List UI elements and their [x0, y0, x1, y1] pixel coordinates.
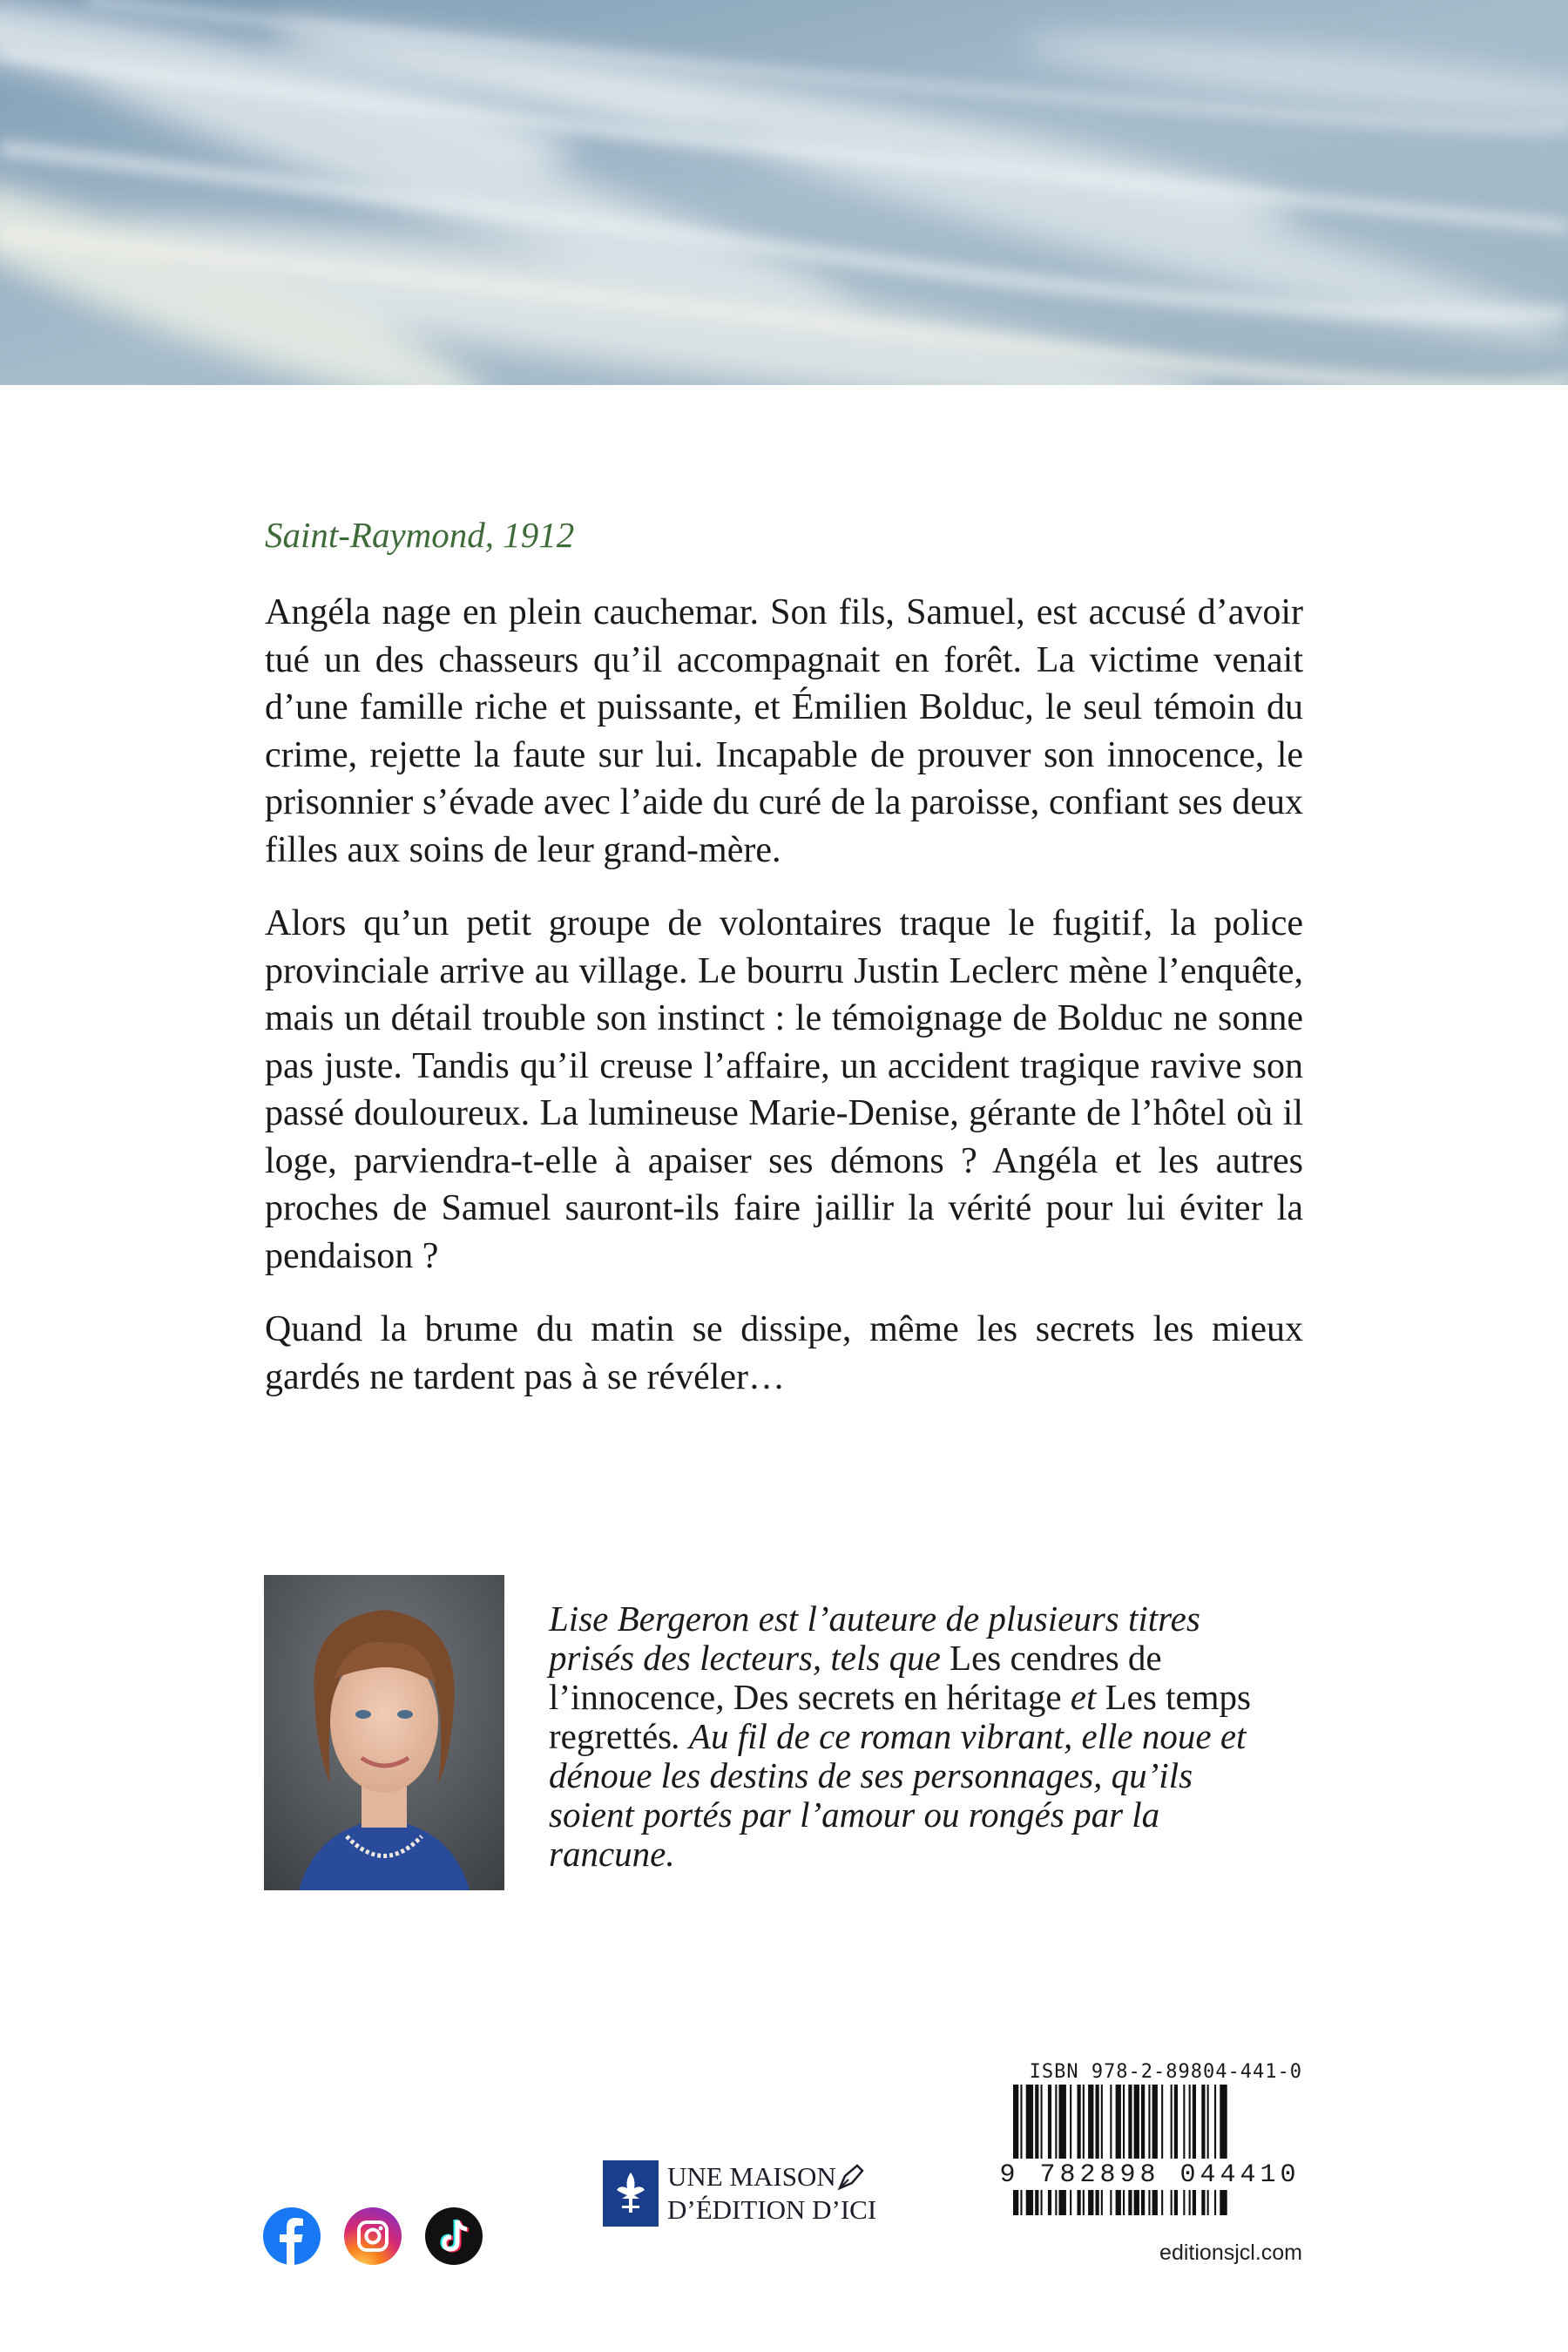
barcode-bar [1026, 2085, 1033, 2215]
bio-text: . Au fil de ce roman vibrant, elle noue et dénoue les destins de ses personnages, qu’ils soient portés par l’amour ou rongés par la rancune. [549, 1716, 1247, 1874]
synopsis [265, 589, 1303, 1427]
barcode-bar [1070, 2085, 1071, 2215]
publisher-website[interactable]: editionsjcl.com [1159, 2240, 1302, 2265]
barcode-bar [1041, 2085, 1043, 2215]
barcode-bar [1148, 2085, 1150, 2215]
barcode-bar [1123, 2085, 1125, 2215]
barcode-bar [1171, 2085, 1173, 2215]
bio-text: , [715, 1677, 733, 1717]
bio-text: et [1061, 1677, 1105, 1717]
book-title: Des secrets en héritage [733, 1677, 1062, 1717]
book-title: Les temps regrettés [549, 1677, 1252, 1756]
synopsis-paragraph: Alors qu’un petit groupe de volontaires traque le fugitif, la police provinciale arrive au village. Le bourru Justin Leclerc mène l’enquête, mais un détail trouble son instinct : le témoignage de Bolduc ne sonne pas juste. Tandis qu’il creuse l’affaire, un accident tragique ravive son passé douloureux. La lumineuse Marie-Denise, gérante de l’hôtel où il loge, parviendra-t-elle à apaiser ses démons ? Angéla et les autres proches de Samuel sauront-ils faire jaillir la vérité pour lui éviter la pendaison ? [265, 903, 1303, 1276]
tiktok-icon[interactable] [425, 2207, 483, 2265]
synopsis-paragraph: Quand la brume du matin se dissipe, même les secrets les mieux gardés ne tardent pas à se révéler… [265, 1309, 1303, 1397]
barcode-bar [1110, 2085, 1112, 2215]
barcode-digits: 9 782898 044410 [993, 2159, 1307, 2190]
quebec-flag-icon [603, 2160, 659, 2227]
isbn-barcode [1006, 2085, 1302, 2229]
barcode-bar [1101, 2085, 1103, 2215]
barcode-bar [1134, 2085, 1139, 2215]
barcode-bar [1220, 2085, 1227, 2215]
barcode-bar [1059, 2085, 1066, 2215]
barcode-bar [1141, 2085, 1145, 2215]
barcode-bar [1048, 2085, 1051, 2215]
cover-sky-image [0, 0, 1568, 385]
barcode-bar [1088, 2085, 1093, 2215]
barcode-bar [1013, 2085, 1018, 2215]
barcode-bar [1083, 2085, 1085, 2215]
facebook-icon[interactable] [263, 2207, 321, 2265]
barcode-bar [1152, 2085, 1158, 2215]
barcode-bar [1174, 2085, 1178, 2215]
place-date: Saint-Raymond, 1912 [265, 515, 575, 555]
barcode-bar [1193, 2085, 1196, 2215]
barcode-bar [1207, 2085, 1209, 2215]
synopsis-paragraph: Angéla nage en plein cauchemar. Son fils, Samuel, est accusé d’avoir tué un des chasseurs qu’il accompagnait en forêt. La victime venait d’une famille riche et puissante, et Émilien Bolduc, le seul témoin du crime, rejette la faute sur lui. Incapable de prouver son innocence, le prisonnier s’évade avec l’aide du curé de la paroisse, confiant ses deux filles aux soins de leur grand-mère. [265, 592, 1303, 870]
barcode-bar [1035, 2085, 1038, 2215]
barcode-bar [1055, 2085, 1057, 2215]
barcode-bar [1189, 2085, 1191, 2215]
book-title: Les cendres de l’innocence [549, 1638, 1162, 1717]
barcode-bar [1201, 2085, 1205, 2215]
author-bio [549, 1599, 1263, 1874]
instagram-icon[interactable] [344, 2207, 402, 2265]
author-photo [264, 1575, 504, 1890]
pen-nib-icon [836, 2162, 866, 2196]
barcode-bar [1214, 2085, 1216, 2215]
barcode-bar [1128, 2085, 1132, 2215]
isbn-label: ISBN 978-2-89804-441-0 [1029, 2061, 1302, 2083]
bio-text: Lise Bergeron est l’auteure de plusieurs titres prisés des lecteurs, tels que [549, 1598, 1200, 1678]
barcode-bar [1183, 2085, 1185, 2215]
barcode-bar [1161, 2085, 1163, 2215]
barcode-bar [1096, 2085, 1099, 2215]
publisher-label-line: UNE MAISON [667, 2161, 836, 2192]
barcode-bar [1020, 2085, 1022, 2215]
publisher-label-line: D’ÉDITION D’ICI [667, 2194, 877, 2225]
publisher-label [667, 2160, 902, 2227]
barcode-bar [1116, 2085, 1121, 2215]
barcode-bar [1078, 2085, 1081, 2215]
